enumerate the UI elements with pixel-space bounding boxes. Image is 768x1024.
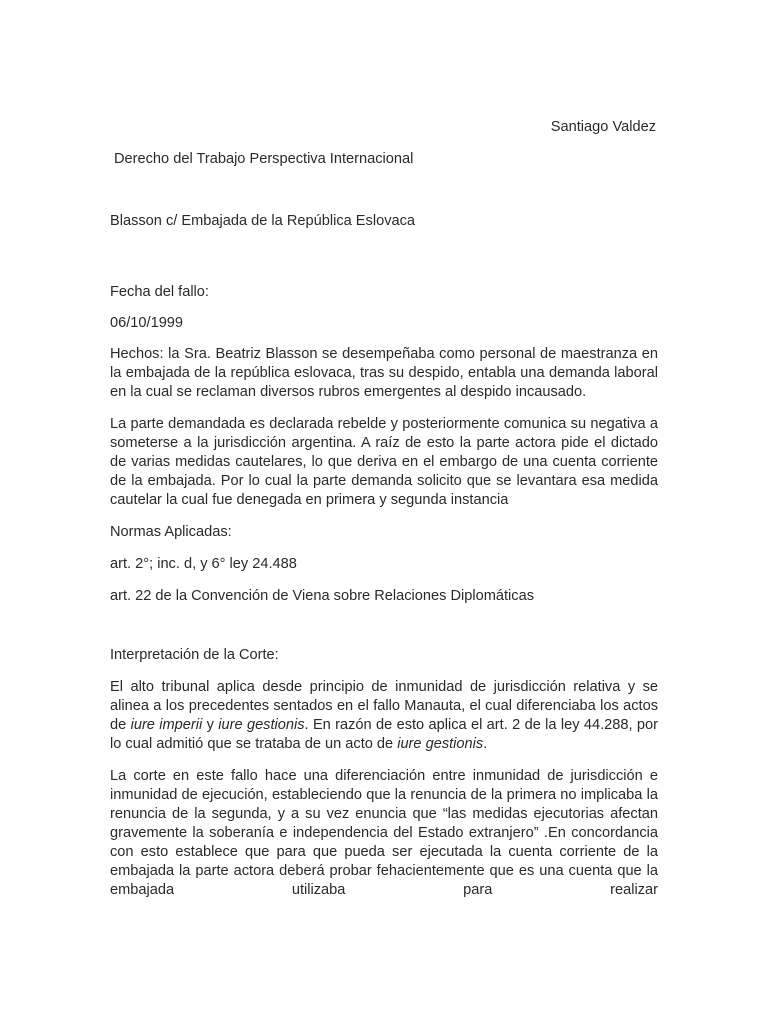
interpretation-term: iure imperii <box>130 717 203 733</box>
norm-item: art. 2°; inc. d, y 6° ley 24.488 <box>110 556 297 572</box>
norm-item: art. 22 de la Convención de Viena sobre Relaciones Diplomáticas <box>110 588 535 604</box>
interpretation-text: y <box>202 717 219 733</box>
interpretation-text: El alto tribunal aplica desde principio de inmunidad de jurisdicción relativa y se alinea a los precedentes sentados en el fallo Manauta, el cual diferenciaba los actos de <box>110 679 658 733</box>
date-label: Fecha del fallo: <box>110 284 209 300</box>
interpretation-heading: Interpretación de la Corte: <box>110 647 279 663</box>
norms-heading: Normas Aplicadas: <box>110 524 232 540</box>
interpretation-term: iure gestionis <box>218 717 305 733</box>
procedural-paragraph: La parte demandada es declarada rebelde y posteriormente comunica su negativa a someterse a la jurisdicción argentina. A raíz de esto la parte actora pide el dictado de varias medidas cautelares, lo que deriva en el embargo de una cuenta corriente de la embajada. Por lo cual la parte demanda solicito que se levantara esa medida cautelar la cual fue denegada en primera y segunda instancia <box>110 416 658 508</box>
case-title: Blasson c/ Embajada de la República Eslovaca <box>110 213 416 229</box>
interpretation-text: . En razón de esto aplica el art. 2 de la ley 44.288, por lo cual admitió que se trataba de un acto de <box>110 717 658 752</box>
analysis-paragraph: La corte en este fallo hace una diferenciación entre inmunidad de jurisdicción e inmunidad de ejecución, estableciendo que la renuncia de la primera no implicaba la renuncia de la segunda, y a su vez enuncia que “las medidas ejecutorias afectan gravemente la soberanía e independencia del Estado extranjero” .En concordancia con esto establece que para que pueda ser ejecutada la cuenta corriente de la embajada la parte actora deberá probar fehacientemente que es una cuenta que la embajada utilizaba para realizar <box>110 768 658 898</box>
interpretation-term: iure gestionis <box>397 736 484 752</box>
interpretation-text: . <box>483 736 488 752</box>
course-title: Derecho del Trabajo Perspectiva Internacional <box>114 151 414 167</box>
interpretation-paragraph <box>110 678 658 754</box>
document-body <box>110 212 658 900</box>
facts-paragraph: Hechos: la Sra. Beatriz Blasson se desempeñaba como personal de maestranza en la embajada de la república eslovaca, tras su despido, entabla una demanda laboral en la cual se reclaman diversos rubros emergentes al despido incausado. <box>110 346 658 400</box>
author-name: Santiago Valdez <box>550 119 656 135</box>
date-value: 06/10/1999 <box>110 315 184 331</box>
